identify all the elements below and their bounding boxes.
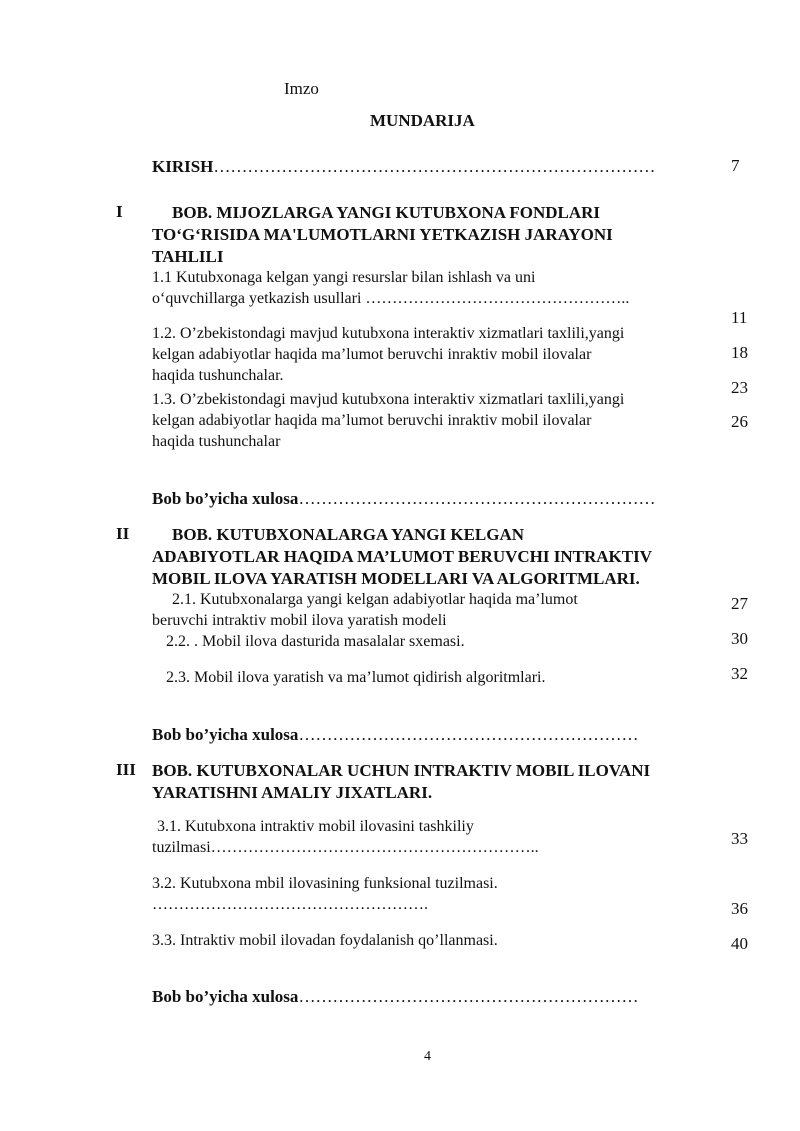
chapter2-summary — [152, 724, 638, 746]
summary-dots: …………………………………………………… — [298, 725, 639, 744]
chapter2-heading-line: BOB. KUTUBXONALARGA YANGI KELGAN — [172, 525, 525, 544]
entry-page: 36 — [731, 899, 748, 918]
entry-line: ……………………………………………. — [152, 896, 428, 913]
chapter2-heading-line: MOBIL ILOVA YARATISH MODELLARI VA ALGORITMLARI. — [152, 569, 640, 588]
entry-line: tuzilmasi…………………………………………………….. — [152, 839, 539, 856]
summary-dots: …………………………………………………… — [298, 987, 639, 1006]
entry-page: 27 — [731, 594, 748, 613]
toc-entry-1-1 — [152, 267, 629, 309]
entry-line: 1.3. O’zbekistondagi mavjud kutubxona interaktiv xizmatlari taxlili,yangi — [152, 391, 625, 408]
chapter1-summary — [152, 488, 655, 510]
entry-page: 30 — [731, 629, 748, 648]
toc-entry-2-3: 2.3. Mobil ilova yaratish va ma’lumot qidirish algoritmlari. — [166, 669, 546, 686]
toc-entry-3-3: 3.3. Intraktiv mobil ilovadan foydalanish qo’llanmasi. — [152, 932, 498, 949]
toc-entry-2-1 — [152, 589, 578, 631]
chapter1-numeral: I — [116, 202, 123, 221]
toc-entry-kirish — [152, 156, 655, 178]
kirish-page: 7 — [731, 156, 740, 175]
page-number: 4 — [424, 1049, 431, 1064]
entry-line: 1.1 Kutubxonaga kelgan yangi resurslar bilan ishlash va uni — [152, 269, 536, 286]
chapter2-numeral: II — [116, 524, 130, 543]
chapter1-heading-line: TAHLILI — [152, 247, 224, 266]
summary-dots: ……………………………………………………… — [298, 489, 656, 508]
chapter3-heading-line: BOB. KUTUBXONALAR UCHUN INTRAKTIV MOBIL ILOVANI — [152, 761, 651, 780]
summary-label: Bob bo’yicha xulosa — [152, 987, 299, 1006]
toc-title: MUNDARIJA — [370, 111, 475, 130]
toc-entry-3-1 — [152, 816, 539, 858]
chapter1-page: 23 — [731, 378, 748, 397]
chapter2-heading-line: ADABIYOTLAR HAQIDA MA’LUMOT BERUVCHI INTRAKTIV — [152, 547, 652, 566]
toc-entry-1-3 — [152, 389, 624, 452]
entry-line: 2.1. Kutubxonalarga yangi kelgan adabiyotlar haqida ma’lumot — [172, 591, 578, 608]
chapter3-summary — [152, 986, 638, 1008]
kirish-dots: …………………………………………………………………… — [213, 157, 656, 176]
entry-line: haqida tushunchalar. — [152, 367, 284, 384]
toc-entry-2-2: 2.2. . Mobil ilova dasturida masalalar sxemasi. — [166, 633, 465, 650]
entry-line: beruvchi intraktiv mobil ilova yaratish modeli — [152, 612, 447, 629]
summary-label: Bob bo’yicha xulosa — [152, 489, 299, 508]
entry-line: 3.2. Kutubxona mbil ilovasining funksional tuzilmasi. — [152, 875, 498, 892]
entry-line: kelgan adabiyotlar haqida ma’lumot beruvchi inraktiv mobil ilovalar — [152, 346, 592, 363]
chapter1-page: 11 — [731, 308, 748, 327]
chapter1-page: 26 — [731, 412, 748, 431]
toc-entry-1-2 — [152, 323, 624, 386]
kirish-label: KIRISH — [152, 157, 214, 176]
signature-label: Imzo — [284, 79, 319, 98]
entry-line: haqida tushunchalar — [152, 433, 281, 450]
chapter1-heading-line: BOB. MIJOZLARGA YANGI KUTUBXONA FONDLARI — [172, 203, 601, 222]
chapter1-heading-line: TO‘G‘RISIDA MA'LUMOTLARNI YETKAZISH JARAYONI — [152, 225, 613, 244]
chapter3-heading-line: YARATISHNI AMALIY JIXATLARI. — [152, 783, 433, 802]
summary-label: Bob bo’yicha xulosa — [152, 725, 299, 744]
entry-page: 33 — [731, 829, 748, 848]
entry-line: o‘quvchillarga yetkazish usullari ………………………………………….. — [152, 290, 630, 307]
chapter3-numeral: III — [116, 760, 136, 779]
entry-line: kelgan adabiyotlar haqida ma’lumot beruvchi inraktiv mobil ilovalar — [152, 412, 592, 429]
entry-page: 32 — [731, 664, 748, 683]
entry-line: 1.2. O’zbekistondagi mavjud kutubxona interaktiv xizmatlari taxlili,yangi — [152, 325, 625, 342]
chapter1-page: 18 — [731, 343, 748, 362]
toc-entry-3-2 — [152, 873, 498, 915]
entry-line: 3.1. Kutubxona intraktiv mobil ilovasini tashkiliy — [157, 818, 474, 835]
entry-page: 40 — [731, 934, 748, 953]
